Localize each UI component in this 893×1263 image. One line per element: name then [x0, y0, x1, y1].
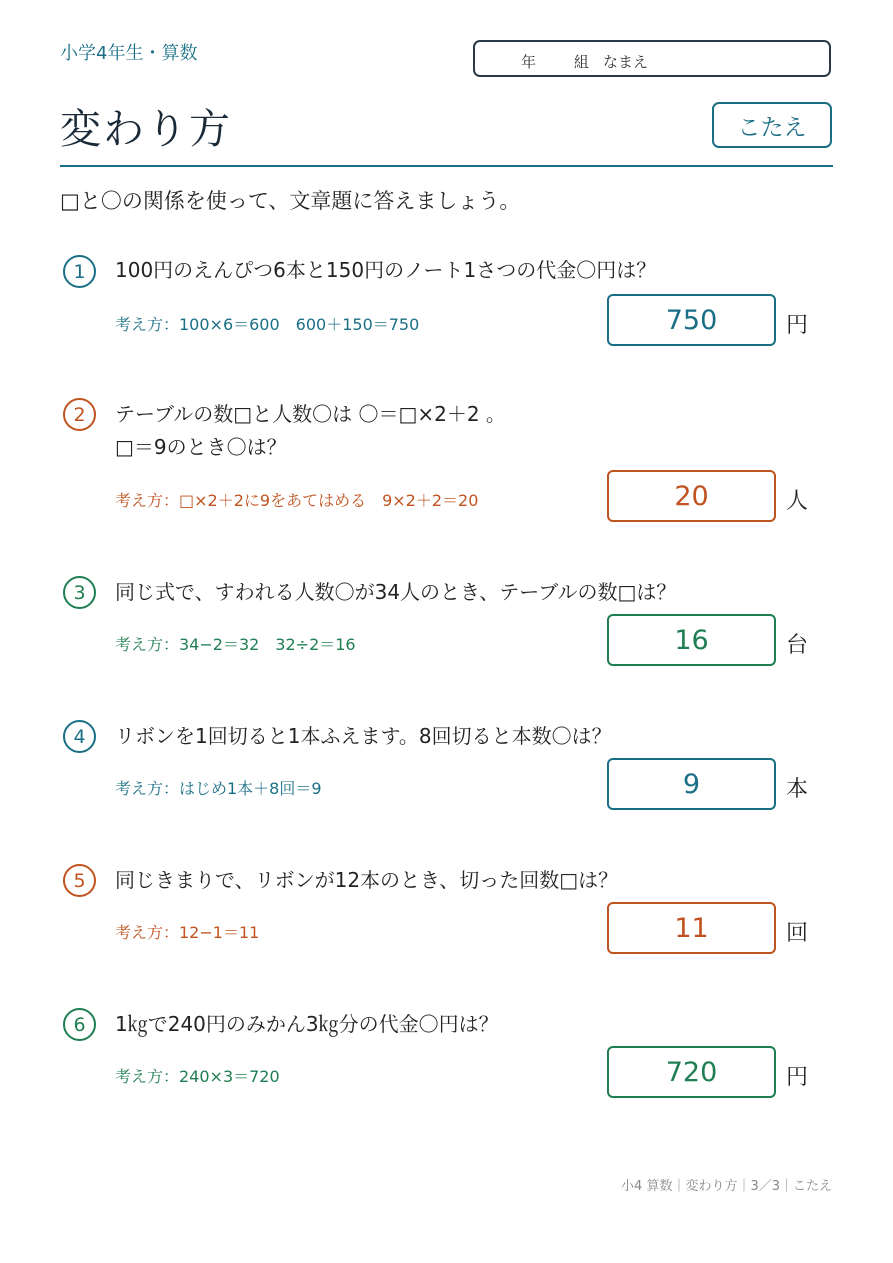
question-number-badge: 2 — [63, 398, 96, 431]
answer-key-badge: こたえ — [712, 102, 832, 148]
page-footer: 小4 算数｜変わり方｜3／3｜こたえ — [621, 1179, 832, 1194]
answer-unit: 人 — [786, 489, 809, 514]
hint-text: 考え方：34−2＝32 32÷2＝16 — [115, 635, 356, 654]
question-text: リボンを1回切ると1本ふえます。8回切ると本数〇は？ — [115, 724, 612, 748]
hint-text: 考え方：はじめ1本＋8回＝9 — [115, 779, 322, 798]
question-text: 1㎏で240円のみかん3㎏分の代金〇円は？ — [115, 1012, 499, 1036]
answer-box[interactable]: 20 — [607, 470, 776, 522]
answer-unit: 円 — [786, 1065, 809, 1090]
answer-unit: 円 — [786, 313, 809, 338]
answer-box[interactable]: 9 — [607, 758, 776, 810]
question-number-badge: 6 — [63, 1008, 96, 1041]
hint-text: 考え方：240×3＝720 — [115, 1067, 280, 1086]
answer-unit: 本 — [786, 777, 809, 802]
answer-unit: 台 — [786, 633, 809, 658]
answer-box[interactable]: 750 — [607, 294, 776, 346]
name-box-year: 年 — [521, 53, 537, 71]
page-title: 変わり方 — [60, 105, 232, 153]
name-box-class: 組 — [574, 53, 590, 71]
question-number-badge: 1 — [63, 255, 96, 288]
question-text: 同じ式で、すわれる人数〇が34人のとき、テーブルの数□は？ — [115, 580, 677, 604]
grade-label: 小学4年生・算数 — [60, 43, 198, 64]
hint-text: 考え方：12−1＝11 — [115, 923, 260, 942]
answer-box[interactable]: 16 — [607, 614, 776, 666]
instruction-text: □と〇の関係を使って、文章題に答えましょう。 — [60, 189, 521, 213]
question-text: 100円のえんぴつ6本と150円のノート1さつの代金〇円は？ — [115, 258, 657, 282]
question-number-badge: 3 — [63, 576, 96, 609]
question-text: 同じきまりで、リボンが12本のとき、切った回数□は？ — [115, 868, 619, 892]
hint-text: 考え方：100×6＝600 600＋150＝750 — [115, 315, 420, 334]
answer-box[interactable]: 720 — [607, 1046, 776, 1098]
question-number-badge: 4 — [63, 720, 96, 753]
title-divider — [60, 165, 833, 167]
question-text-line-2: □＝9のとき〇は？ — [115, 435, 287, 459]
answer-unit: 回 — [786, 921, 809, 946]
hint-text: 考え方：□×2＋2に9をあてはめる 9×2＋2＝20 — [115, 491, 479, 510]
question-number-badge: 5 — [63, 864, 96, 897]
question-text: テーブルの数□と人数〇は 〇＝□×2＋2 。 — [115, 402, 506, 426]
answer-box[interactable]: 11 — [607, 902, 776, 954]
name-box[interactable] — [473, 40, 831, 77]
name-box-name: なまえ — [603, 53, 649, 71]
